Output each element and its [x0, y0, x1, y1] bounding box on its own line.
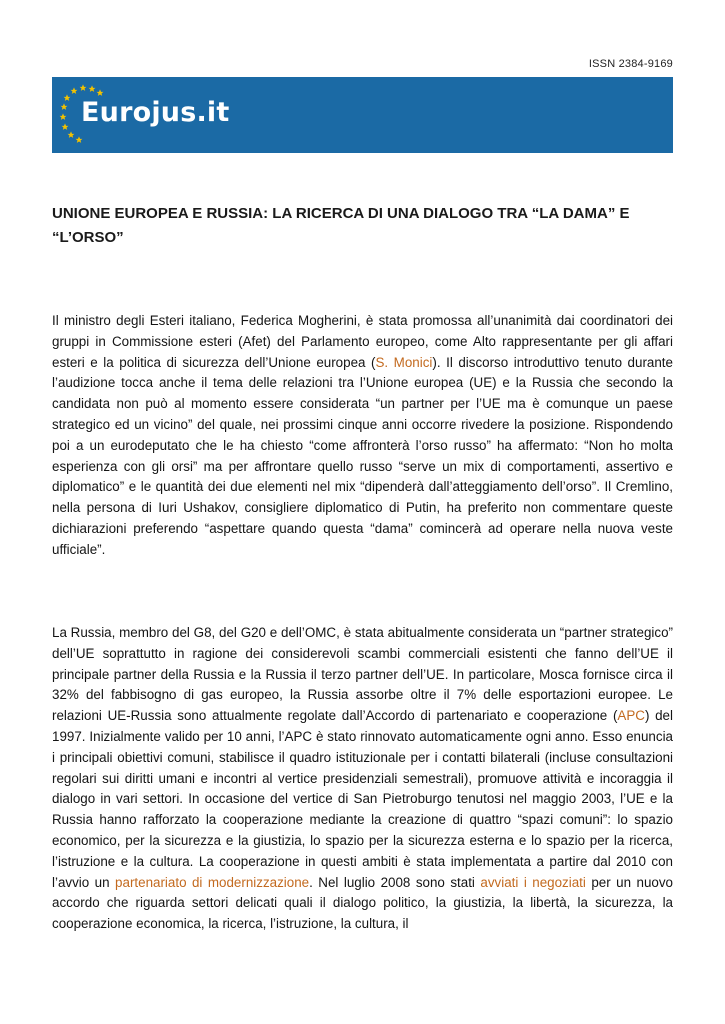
- paragraph-text: Il ministro degli Esteri italiano, Federica Mogherini, è stata promossa all’unanimità dai coordinatori dei gruppi in Commissione esteri (Afet) del Parlamento europeo, come Alto rappresentante per gli affari esteri e la politica di sicurezza dell’Unione europea (: [52, 313, 673, 370]
- link-avviati-negoziati[interactable]: avviati i negoziati: [480, 874, 586, 890]
- paragraph-text: La Russia, membro del G8, del G20 e dell’OMC, è stata abitualmente considerata un “partner strategico” dell’UE soprattutto in ragione dei considerevoli scambi commerciali esistenti che fanno dell’UE il principale partner della Russia e la Russia il terzo partner dell’UE. In particolare, Mosca fornisce circa il 32% del fabbisogno di gas europeo, la Russia assorbe oltre il 7% delle esportazioni europee. Le relazioni UE-Russia sono attualmente regolate dall’Accordo di partenariato e cooperazione (: [52, 625, 673, 724]
- article-paragraph-2: [52, 623, 673, 935]
- site-logo[interactable]: [52, 77, 252, 153]
- logo-text: Eurojus.it: [81, 97, 230, 128]
- paragraph-text: ). Il discorso introduttivo tenuto durante l’audizione tocca anche il tema delle relazioni tra l’Unione europea (UE) e la Russia che secondo la candidata non può al momento essere considerata “un partner per l’UE ma è comunque un paese strategico ed un vicino” del quale, nei prossimi cinque anni occorre rivedere la posizione. Rispondendo poi a un eurodeputato che le ha chiesto “come affronterà l’orso russo” ha affermato: “Non ho molta esperienza con gli orsi” ma per affrontare quello russo “serve un mix di comportamenti, assertivo e diplomatico” e le quantità dei due elementi nel mix “dipenderà dall’atteggiamento dell’orso”. Il Cremlino, nella persona di Iuri Ushakov, consigliere diplomatico di Putin, ha preferito non commentare queste dichiarazioni preferendo “aspettare quando questa “dama” comincerà ad operare nella nuova veste ufficiale”.: [52, 354, 673, 557]
- link-apc[interactable]: APC: [617, 708, 645, 724]
- issn-label: ISSN 2384-9169: [588, 58, 673, 70]
- paragraph-text: per un nuovo accordo che riguarda settori delicati quali il dialogo politico, la giustizia, la libertà, la sicurezza, la cooperazione economica, la ricerca, l’istruzione, la cultura, il: [52, 874, 673, 932]
- paragraph-text: ) del 1997. Inizialmente valido per 10 anni, l’APC è stato rinnovato automaticamente ogni anno. Esso enuncia i principali obiettivi comuni, stabilisce il quadro istituzionale per i contatti bilaterali (incluse consultazioni regolari sui diritti umani e incontri al vertice presidenziali semestrali), promuove attività e incoraggia il dialogo in vari settori. In occasione del vertice di San Pietroburgo tenutosi nel maggio 2003, l’UE e la Russia hanno rafforzato la cooperazione mediante la creazione di quattro “spazi comuni”: lo spazio economico, per la sicurezza e la giustizia, lo spazio per la sicurezza esterna e lo spazio per la ricerca, l’istruzione e la cultura. La cooperazione in questi ambiti è stata implementata a partire dal 2010 con l’avvio un: [52, 708, 673, 890]
- header-banner: [52, 77, 673, 153]
- link-s-monici[interactable]: S. Monici: [375, 354, 433, 370]
- link-partenariato-modernizzazione[interactable]: partenariato di modernizzazione: [115, 874, 310, 890]
- article-title: UNIONE EUROPEA E RUSSIA: LA RICERCA DI UNA DIALOGO TRA “LA DAMA” E “L’ORSO”: [52, 205, 630, 246]
- article-paragraph-1: [52, 311, 673, 561]
- paragraph-text: . Nel luglio 2008 sono stati: [309, 874, 481, 890]
